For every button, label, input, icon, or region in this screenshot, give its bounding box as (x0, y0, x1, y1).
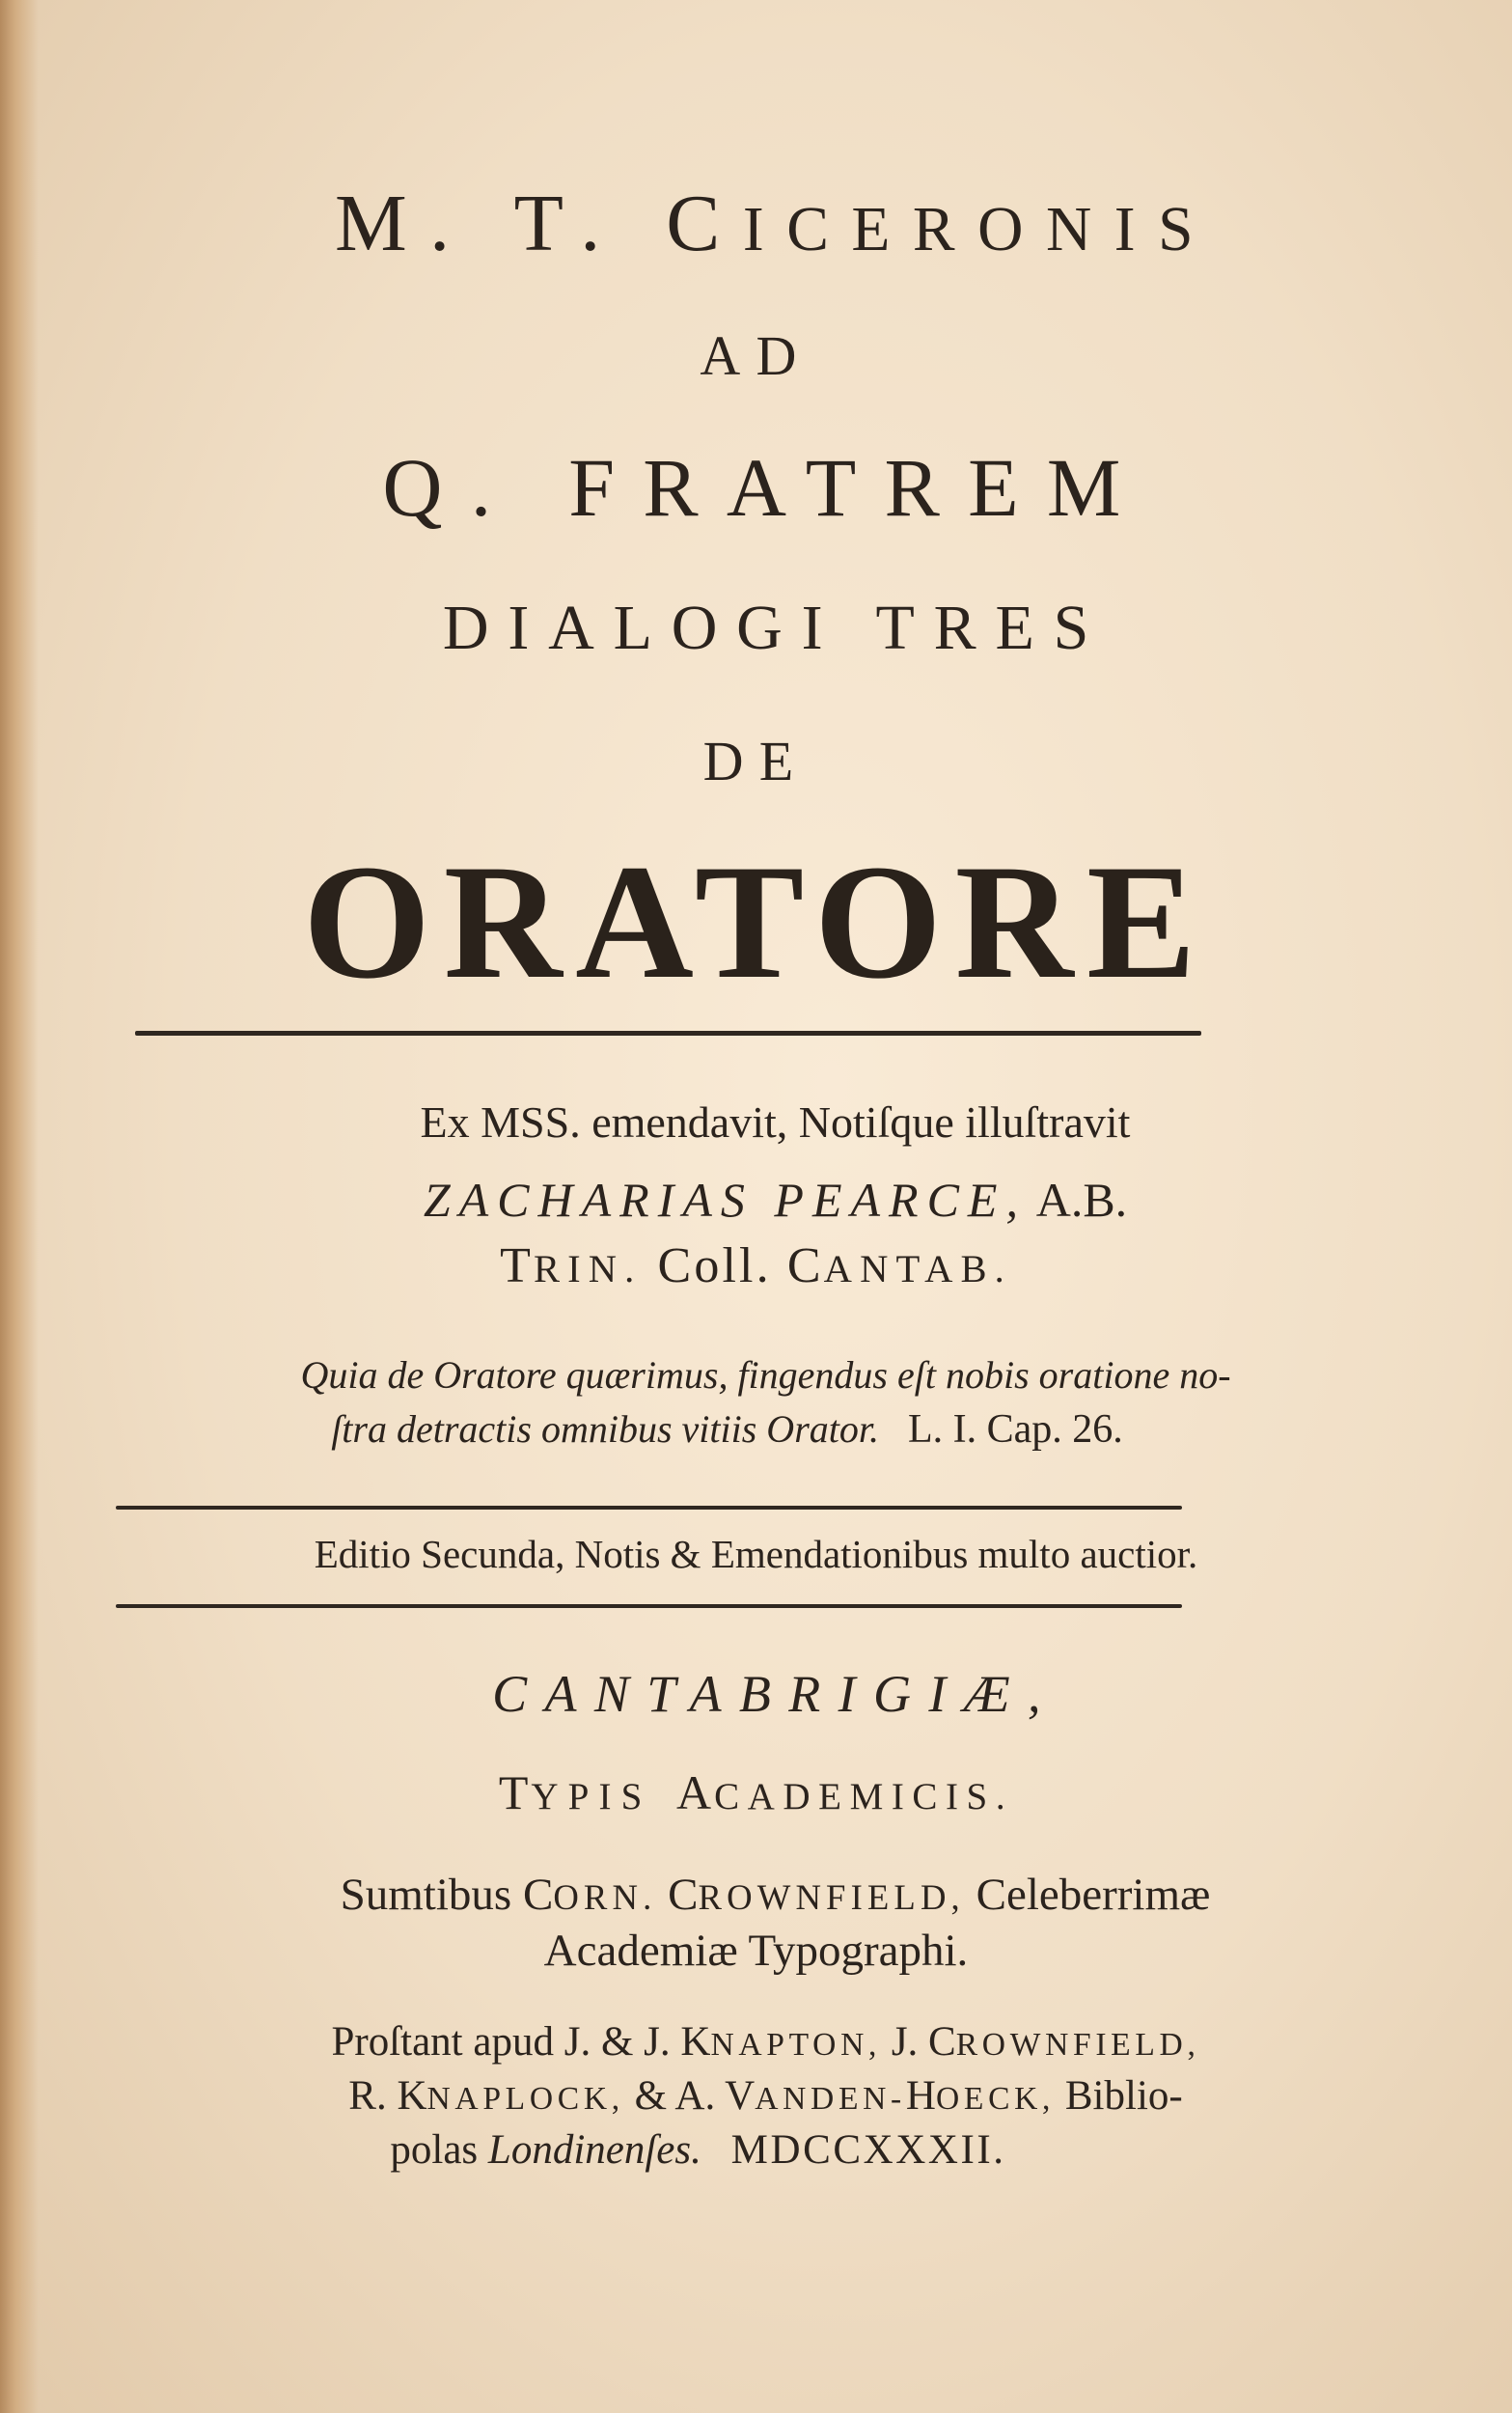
knapton: NAPTON, (710, 2027, 882, 2063)
epigraph-line-1: Quia de Oratore quærimus, fingendus eſt nobis oratione no- (300, 1353, 1231, 1397)
title-line-fratrem: Q. FRATREM (382, 441, 1149, 534)
title-line-de: DE (702, 730, 810, 792)
editor-name-line (19, 1173, 1512, 1227)
imprint-prostant-line (10, 2021, 1512, 2063)
crownfield-name: ROWNFIELD, (955, 2027, 1200, 2063)
hoeck-h: H (905, 2073, 936, 2119)
college-coll: Coll. (657, 1238, 772, 1293)
imprint-typographi-line: Academiæ Typographi. (543, 1926, 969, 1976)
typis-t: T (498, 1765, 532, 1819)
imprint-knaplock-line (10, 2075, 1512, 2117)
sumtibus: Sumtibus (340, 1870, 512, 1920)
rule-3 (116, 1604, 1182, 1608)
acad-rest: CADEMICIS. (714, 1776, 1014, 1817)
title-line-dialogi: DIALOGI TRES (442, 593, 1109, 663)
londinenses: Londinenſes. (487, 2127, 701, 2173)
biblio: Biblio- (1064, 2073, 1183, 2119)
college-t: T (500, 1238, 534, 1293)
knaplock-r: R. K (348, 2073, 427, 2119)
crownfield-j: J. C (891, 2019, 956, 2065)
acad-a: A (675, 1765, 715, 1819)
typis-rest: YPIS (531, 1776, 652, 1817)
title-line-author (19, 179, 1512, 268)
edition-line: Editio Secunda, Notis & Emendationibus multo auctior. (314, 1532, 1198, 1576)
hoeck: OECK, (935, 2081, 1056, 2117)
imprint-typis-line (0, 1765, 1512, 1819)
college-antab: ANTAB. (823, 1247, 1012, 1290)
epigraph-line-2 (0, 1409, 1483, 1450)
college-c: C (786, 1238, 824, 1293)
editor-line: Ex MSS. emendavit, Notiſque illuſtravit (420, 1097, 1131, 1147)
author-initials: M. T. C (334, 179, 743, 268)
editor-name: ZACHARIAS PEARCE, (423, 1173, 1027, 1227)
rule-1 (135, 1031, 1201, 1036)
vanden: ANDEN- (755, 2081, 906, 2117)
polas: polas (390, 2127, 479, 2173)
title-line-ad: AD (700, 324, 812, 387)
imprint-date-line (0, 2129, 1454, 2171)
corn-rest: ORN. (553, 1877, 657, 1917)
epigraph-quote: ſtra detractis omnibus vitiis Orator. (331, 1407, 879, 1451)
crownfield-rest: ROWNFIELD, (698, 1877, 965, 1917)
rule-2 (116, 1506, 1182, 1510)
vanden-a: & A. V (634, 2073, 756, 2119)
epigraph-reference: L. I. Cap. 26. (908, 1407, 1123, 1452)
prostant-text: Proſtant apud J. & J. K (331, 2019, 711, 2065)
corn-c: C (522, 1870, 554, 1920)
college-rin: RIN. (534, 1247, 643, 1290)
crownfield-c: C (668, 1870, 699, 1920)
imprint-place: CANTABRIGIÆ, (492, 1665, 1058, 1723)
college-line (0, 1238, 1512, 1293)
imprint-date: MDCCXXXII. (730, 2127, 1006, 2173)
editor-degree: A.B. (1035, 1173, 1128, 1227)
knaplock: NAPLOCK, (426, 2081, 624, 2117)
imprint-sumtibus-line (19, 1872, 1512, 1918)
author-name: ICERONIS (742, 195, 1217, 264)
title-line-oratore: ORATORE (302, 831, 1210, 1012)
celeberrimae: Celeberrimæ (976, 1870, 1211, 1920)
